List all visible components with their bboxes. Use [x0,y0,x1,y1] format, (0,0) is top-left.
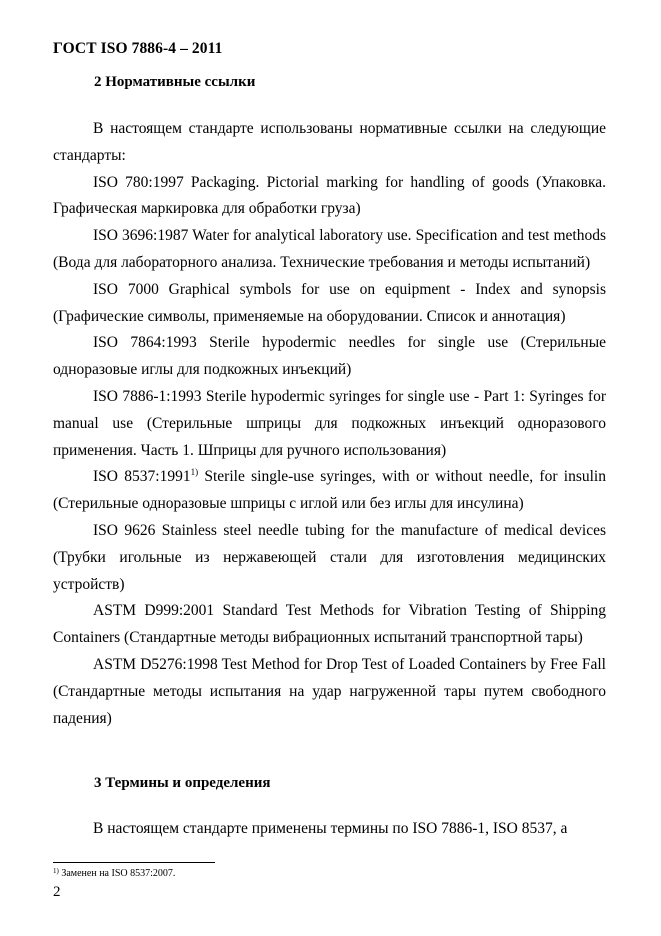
footnote [53,868,175,879]
reference-iso-7864: ISO 7864:1993 Sterile hypodermic needles for single use (Стерильные одноразовые иглы для подкожных инъекций) [53,334,606,379]
reference-iso-8537-end: Sterile single-use syringes, with or without needle, for insulin (Стерильные одноразовые шприцы с иглой или без иглы для инсулина) [53,468,606,513]
reference-iso-780: ISO 780:1997 Packaging. Pictorial marking for handling of goods (Упаковка. Графическая маркировка для обработки груза) [53,173,606,218]
reference-iso-7000: ISO 7000 Graphical symbols for use on equipment - Index and synopsis (Графические символы, применяемые на оборудовании. Список и аннотация) [53,280,606,325]
page-number: 2 [53,884,61,900]
reference-astm-d5276: ASTM D5276:1998 Test Method for Drop Test of Loaded Containers by Free Fall (Стандартные методы испытания на удар нагруженной тары путем свободного падения) [53,655,606,727]
reference-iso-9626: ISO 9626 Stainless steel needle tubing for the manufacture of medical devices (Трубки игольные из нержавеющей стали для изготовления медицинских устройств) [53,521,606,593]
footnote-mark: 1) [53,867,59,875]
section-3-body [53,816,606,843]
footnote-text: Заменен на ISO 8537:2007. [58,868,176,879]
section-2-heading: 2 Нормативные ссылки [94,74,256,90]
reference-iso-7886-1: ISO 7886-1:1993 Sterile hypodermic syringes for single use - Part 1: Syringes for manual use (Стерильные шприцы для подкожных инъекций одноразового применения. Часть 1. Шприцы для ручного использования) [53,387,606,459]
footnote-marker: 1) [190,467,199,478]
intro-paragraph: В настоящем стандарте использованы нормативные ссылки на следующие стандарты: [53,120,606,164]
reference-astm-d999: ASTM D999:2001 Standard Test Methods for Vibration Testing of Shipping Containers (Стандартные методы вибрационных испытаний транспортной тары) [53,602,606,647]
document-body [53,116,606,732]
section-3-paragraph: В настоящем стандарте применены термины по ISO 7886-1, ISO 8537, а [93,820,568,837]
section-3-heading: 3 Термины и определения [94,775,271,791]
footnote-divider [53,862,215,863]
document-header: ГОСТ ISO 7886-4 – 2011 [53,40,223,57]
reference-iso-3696: ISO 3696:1987 Water for analytical laboratory use. Specification and test methods (Вода для лабораторного анализа. Технические требования и методы испытаний) [53,227,606,271]
reference-iso-8537 [53,464,606,518]
reference-iso-8537-start: ISO 8537:1991 [93,468,191,486]
